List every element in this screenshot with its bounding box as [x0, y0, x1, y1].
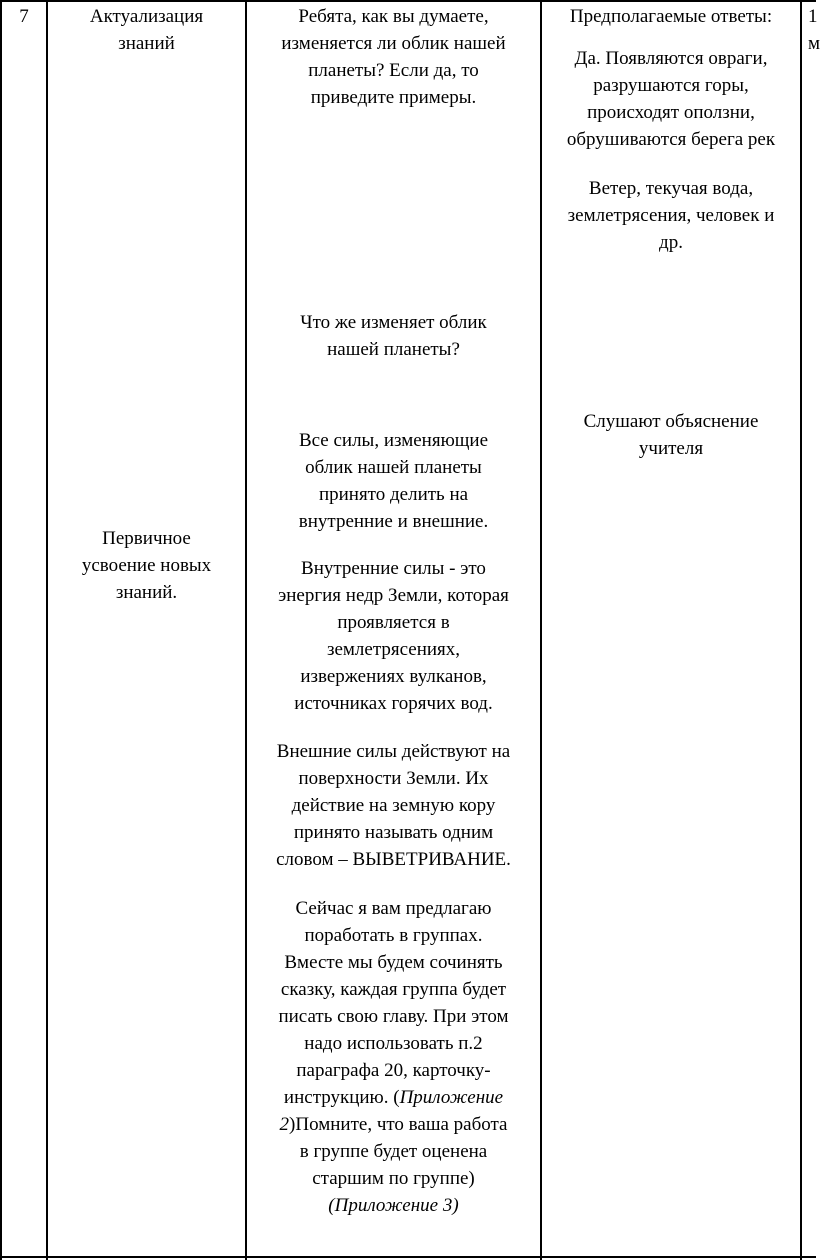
column-divider-1 [46, 0, 48, 1260]
students-answer-3: Слушают объяснение учителя [583, 411, 759, 459]
groupwork-text-1: Сейчас я вам предлагаю поработать в группах. Вместе мы будем сочинять сказку, каждая группа будет писать свою главу. При этом надо использовать п.2 параграфа 20, карточку- инструкцию. ( [278, 898, 509, 1108]
stage-actualization: Актуализация знаний [89, 6, 204, 54]
teacher-paragraph-external: Внешние силы действуют на поверхности Земли. Их действие на земную кору принято называть одним словом – ВЫВЕТРИВАНИЕ. [276, 741, 511, 870]
stage-primary-learning: Первичное усвоение новых знаний. [81, 528, 212, 603]
students-answer-2: Ветер, текучая вода, землетрясения, человек и др. [567, 178, 775, 253]
last-column-fragment-2: м [808, 33, 820, 54]
teacher-paragraph-forces: Все силы, изменяющие облик нашей планеты принято делить на внутренние и внешние. [298, 430, 489, 532]
teacher-paragraph-internal: Внутренние силы - это энергия недр Земли, которая проявляется в землетрясениях, извержениях вулканов, источниках горячих вод. [278, 558, 509, 714]
appendix-3-ref: (Приложение 3) [328, 1195, 459, 1216]
students-answer-1: Да. Появляются овраги, разрушаются горы, происходят оползни, обрушиваются берега рек [566, 48, 776, 150]
last-column-fragment-1: 1 [808, 6, 818, 27]
teacher-question-2: Что же изменяет облик нашей планеты? [300, 312, 487, 360]
teacher-paragraph-groupwork [247, 895, 540, 1219]
table-top-border [0, 0, 816, 2]
students-expected-answers-label: Предполагаемые ответы: [569, 6, 773, 27]
column-divider-4 [800, 0, 802, 1260]
teacher-question-1: Ребята, как вы думаете, изменяется ли облик нашей планеты? Если да, то приведите примеры. [281, 6, 506, 108]
appendix-2-ref: Приложение 2 [279, 1087, 504, 1135]
row-number: 7 [19, 6, 29, 27]
table-bottom-border [0, 1256, 816, 1258]
table-left-border [0, 0, 2, 1260]
groupwork-text-2: )Помните, что ваша работа в группе будет оценена старшим по группе) [289, 1114, 508, 1189]
